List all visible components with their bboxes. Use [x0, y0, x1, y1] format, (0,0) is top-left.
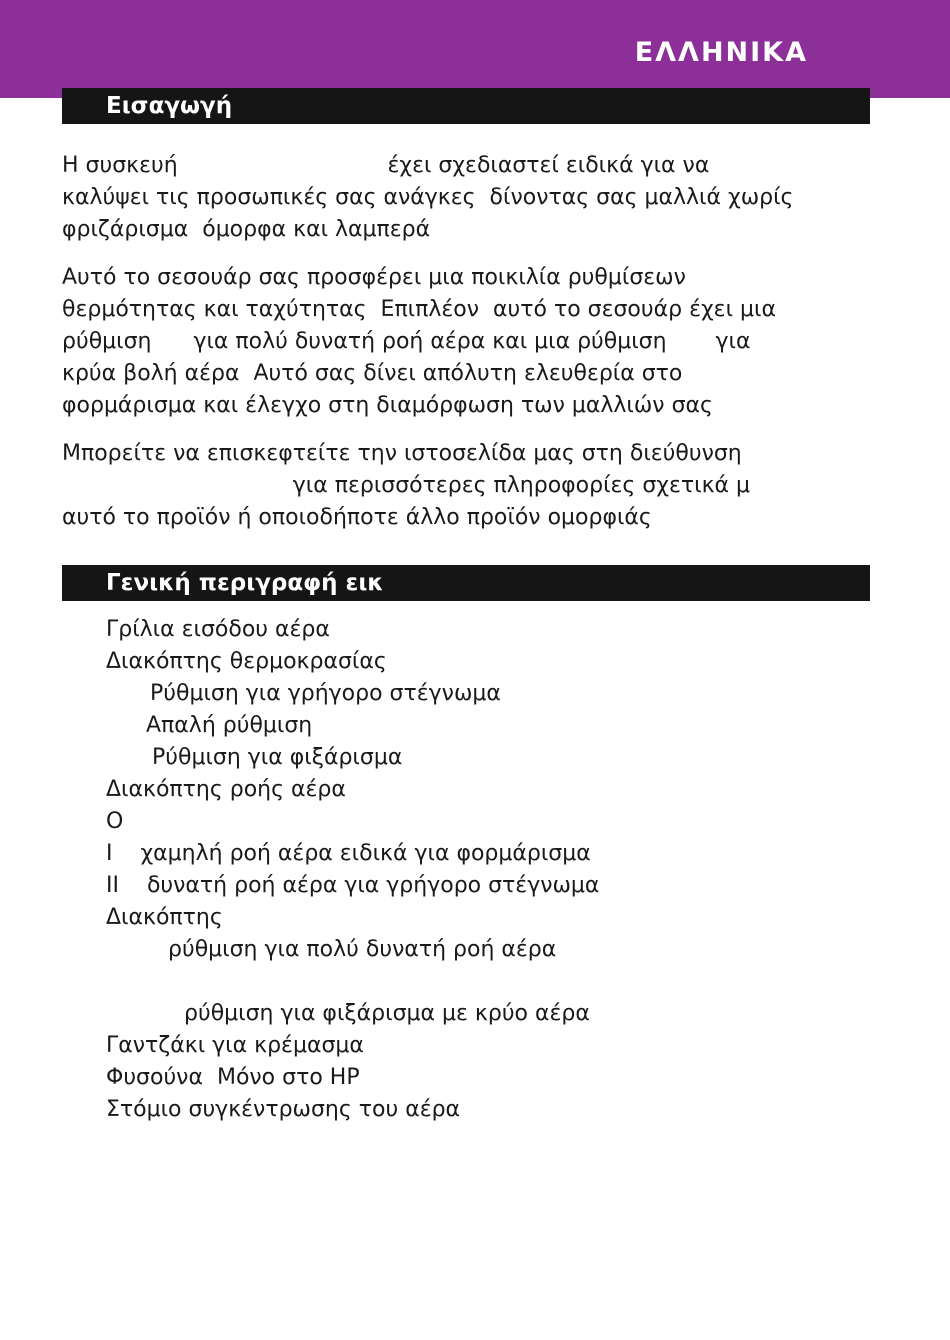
list-item: ρύθμιση για πολύ δυνατή ροή αέρα	[168, 937, 557, 962]
section-heading-intro: Εισαγωγή	[62, 88, 870, 124]
list-item: O	[106, 809, 124, 834]
list-item: Απαλή ρύθμιση	[146, 713, 313, 738]
parts-list	[106, 614, 599, 1126]
list-item	[106, 966, 599, 998]
list-item: Διακόπτης	[106, 905, 223, 930]
list-item: Ρύθμιση για γρήγορο στέγνωμα	[150, 681, 501, 706]
intro-paragraph-2: Αυτό το σεσουάρ σας προσφέρει μια ποικιλία ρυθμίσεων θερμότητας και ταχύτητας Επιπλέον αυτό το σεσουάρ έχει μια ρύθμιση για πολύ δυνατή ροή αέρα και μια ρύθμιση για κρύα βολή αέρα Αυτό σας δίνει απόλυτη ελευθερία στο φορμάρισμα και έλεγχο στη διαμόρφωση των μαλλιών σας	[62, 265, 776, 418]
list-item: Γρίλια εισόδου αέρα	[106, 617, 330, 642]
intro-paragraph-3: Μπορείτε να επισκεφτείτε την ιστοσελίδα μας στη διεύθυνση για περισσότερες πληροφορίες σχετικά μ αυτό το προϊόν ή οποιοδήποτε άλλο προϊόν ομορφιάς	[62, 441, 751, 530]
list-item: Γαντζάκι για κρέμασμα	[106, 1033, 364, 1058]
list-item: I χαμηλή ροή αέρα ειδικά για φορμάρισμα	[106, 841, 591, 866]
list-item: Διακόπτης ροής αέρα	[106, 777, 346, 802]
list-item: Φυσούνα Μόνο στο HP	[106, 1065, 360, 1090]
section-heading-overview: Γενική περιγραφή εικ	[62, 565, 870, 601]
list-item: ρύθμιση για φιξάρισμα με κρύο αέρα	[184, 1001, 590, 1026]
intro-paragraph-1: Η συσκευή έχει σχεδιαστεί ειδικά για να καλύψει τις προσωπικές σας ανάγκες δίνοντας σας μαλλιά χωρίς φριζάρισμα όμορφα και λαμπερά	[62, 153, 794, 242]
list-item: Ρύθμιση για φιξάρισμα	[152, 745, 403, 770]
list-item: II δυνατή ροή αέρα για γρήγορο στέγνωμα	[106, 873, 600, 898]
list-item: Διακόπτης θερμοκρασίας	[106, 649, 387, 674]
list-item: Στόμιο συγκέντρωσης του αέρα	[106, 1097, 461, 1122]
language-heading: ΕΛΛΗΝΙΚΑ	[634, 37, 808, 68]
